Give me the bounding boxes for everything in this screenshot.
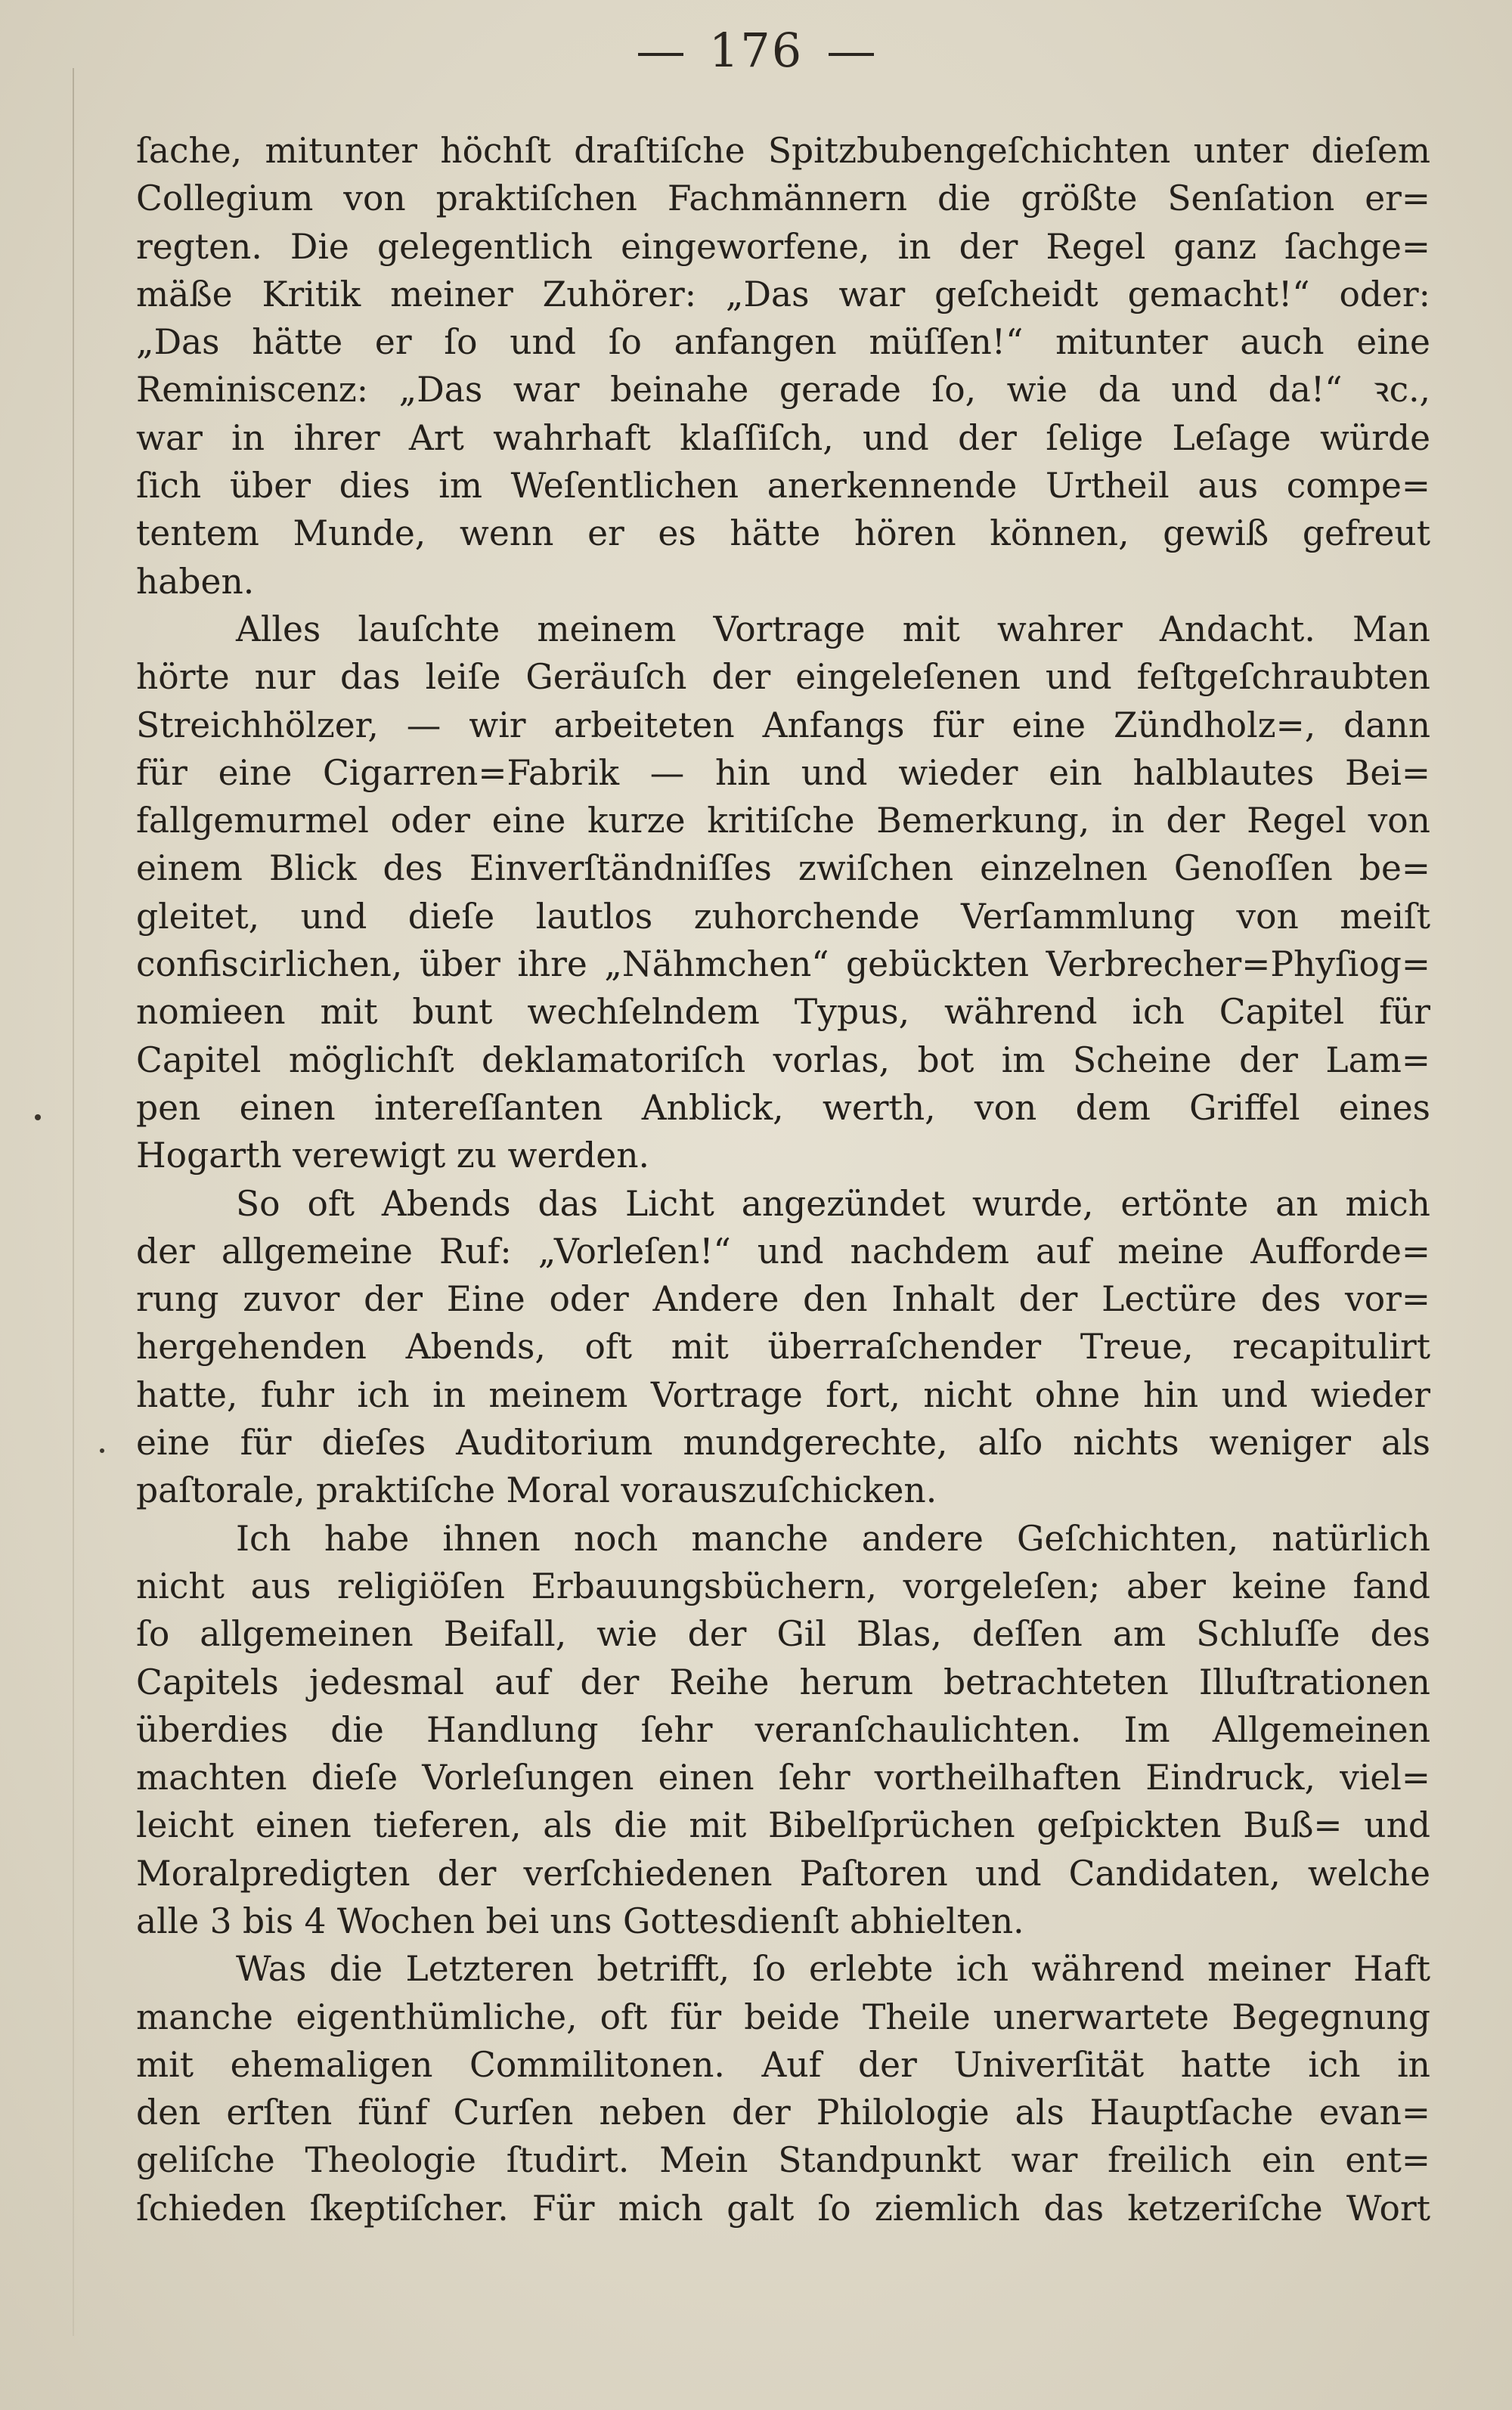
text-line: der allgemeine Ruf: „Vorleſen!“ und nachdem auf meine Aufforde= — [136, 1231, 1430, 1272]
text-line: regten. Die gelegentlich eingeworfene, in der Regel ganz ſachge= — [136, 226, 1430, 267]
page-margin-shadow — [73, 68, 74, 2336]
text-line: war in ihrer Art wahrhaft klaſſiſch, und der ſelige Leſage würde — [136, 417, 1430, 458]
text-line: manche eigenthümliche, oft für beide Theile unerwartete Begegnung — [136, 1996, 1430, 2037]
text-line: mäße Kritik meiner Zuhörer: „Das war geſcheidt gemacht!“ oder: — [136, 274, 1430, 314]
text-line: Ich habe ihnen noch manche andere Geſchichten, natürlich — [236, 1518, 1430, 1559]
text-line: confiscirlichen, über ihre „Nähmchen“ gebückten Verbrecher=Phyſiog= — [136, 944, 1430, 985]
text-line: hatte, fuhr ich in meinem Vortrage fort, nicht ohne hin und wieder — [136, 1374, 1430, 1415]
page-header — [0, 23, 1512, 78]
text-line: Reminiscenz: „Das war beinahe gerade ſo, wie da und da!“ ꝛc., — [136, 370, 1430, 410]
text-line: fallgemurmel oder eine kurze kritiſche Bemerkung, in der Regel von — [136, 801, 1430, 841]
text-line: leicht einen tieferen, als die mit Bibelſprüchen geſpickten Buß= und — [136, 1805, 1430, 1846]
text-line: haben. — [136, 561, 255, 602]
text-line: So oft Abends das Licht angezündet wurde, ertönte an mich — [236, 1183, 1430, 1224]
ink-speck — [100, 1448, 104, 1453]
text-line: paſtorale, praktiſche Moral vorauszuſchicken. — [136, 1470, 937, 1511]
text-line: nicht aus religiöſen Erbauungsbüchern, vorgeleſen; aber keine fand — [136, 1566, 1430, 1606]
text-line: Alles lauſchte meinem Vortrage mit wahrer Andacht. Man — [236, 609, 1430, 649]
body-text — [136, 127, 1430, 2232]
text-line: Moralpredigten der verſchiedenen Paſtoren und Candidaten, welche — [136, 1853, 1430, 1894]
text-line: Hogarth verewigt zu werden. — [136, 1135, 649, 1176]
text-line: ſich über dies im Weſentlichen anerkennende Urtheil aus compe= — [136, 466, 1430, 506]
text-line: den erſten fünf Curſen neben der Philologie als Hauptſache evan= — [136, 2092, 1430, 2133]
text-line: Streichhölzer, — wir arbeiteten Anfangs für eine Zündholz=, dann — [136, 705, 1430, 745]
text-line: mit ehemaligen Commilitonen. Auf der Univerſität hatte ich in — [136, 2044, 1430, 2085]
text-line: eine für dieſes Auditorium mundgerechte, alſo nichts weniger als — [136, 1423, 1430, 1464]
text-line: nomieen mit bunt wechſelndem Typus, während ich Capitel für — [136, 992, 1430, 1033]
text-line: alle 3 bis 4 Wochen bei uns Gottesdienſt abhielten. — [136, 1900, 1024, 1941]
text-line: ſache, mitunter höchſt draſtiſche Spitzbubengeſchichten unter dieſem — [136, 131, 1430, 171]
page-number: 176 — [708, 23, 804, 78]
text-line: rung zuvor der Eine oder Andere den Inhalt der Lectüre des vor= — [136, 1279, 1430, 1320]
header-dash-left — [638, 53, 683, 56]
header-dash-right — [829, 53, 874, 56]
text-line: geliſche Theologie ſtudirt. Mein Standpunkt war freilich ein ent= — [136, 2140, 1430, 2181]
text-line: Capitel möglichſt deklamatoriſch vorlas, bot im Scheine der Lam= — [136, 1039, 1430, 1080]
text-line: „Das hätte er ſo und ſo anfangen müſſen!“ mitunter auch eine — [136, 322, 1430, 363]
text-line: hörte nur das leiſe Geräuſch der eingeleſenen und feſtgeſchraubten — [136, 657, 1430, 698]
text-line: überdies die Handlung ſehr veranſchaulichten. Im Allgemeinen — [136, 1709, 1430, 1750]
text-line: machten dieſe Vorleſungen einen ſehr vortheilhaften Eindruck, viel= — [136, 1758, 1430, 1798]
text-line: Collegium von praktiſchen Fachmännern die größte Senſation er= — [136, 178, 1430, 219]
text-line: gleitet, und dieſe lautlos zuhorchende Verſammlung von meiſt — [136, 896, 1430, 937]
text-line: tentem Munde, wenn er es hätte hören können, gewiß gefreut — [136, 513, 1430, 554]
text-line: Was die Letzteren betrifft, ſo erlebte ich während meiner Haft — [236, 1949, 1430, 1990]
text-line: einem Blick des Einverſtändniſſes zwiſchen einzelnen Genoſſen be= — [136, 848, 1430, 889]
text-line: hergehenden Abends, oft mit überraſchender Treue, recapitulirt — [136, 1327, 1430, 1368]
text-line: für eine Cigarren=Fabrik — hin und wieder ein halblautes Bei= — [136, 752, 1430, 793]
text-line: Capitels jedesmal auf der Reihe herum betrachteten Illuſtrationen — [136, 1662, 1430, 1702]
text-line: pen einen intereſſanten Anblick, werth, von dem Griffel eines — [136, 1087, 1430, 1128]
text-line: ſchieden ſkeptiſcher. Für mich galt ſo ziemlich das ketzeriſche Wort — [136, 2188, 1430, 2229]
ink-speck — [35, 1114, 41, 1120]
text-line: ſo allgemeinen Beifall, wie der Gil Blas, deſſen am Schluſſe des — [136, 1614, 1430, 1655]
